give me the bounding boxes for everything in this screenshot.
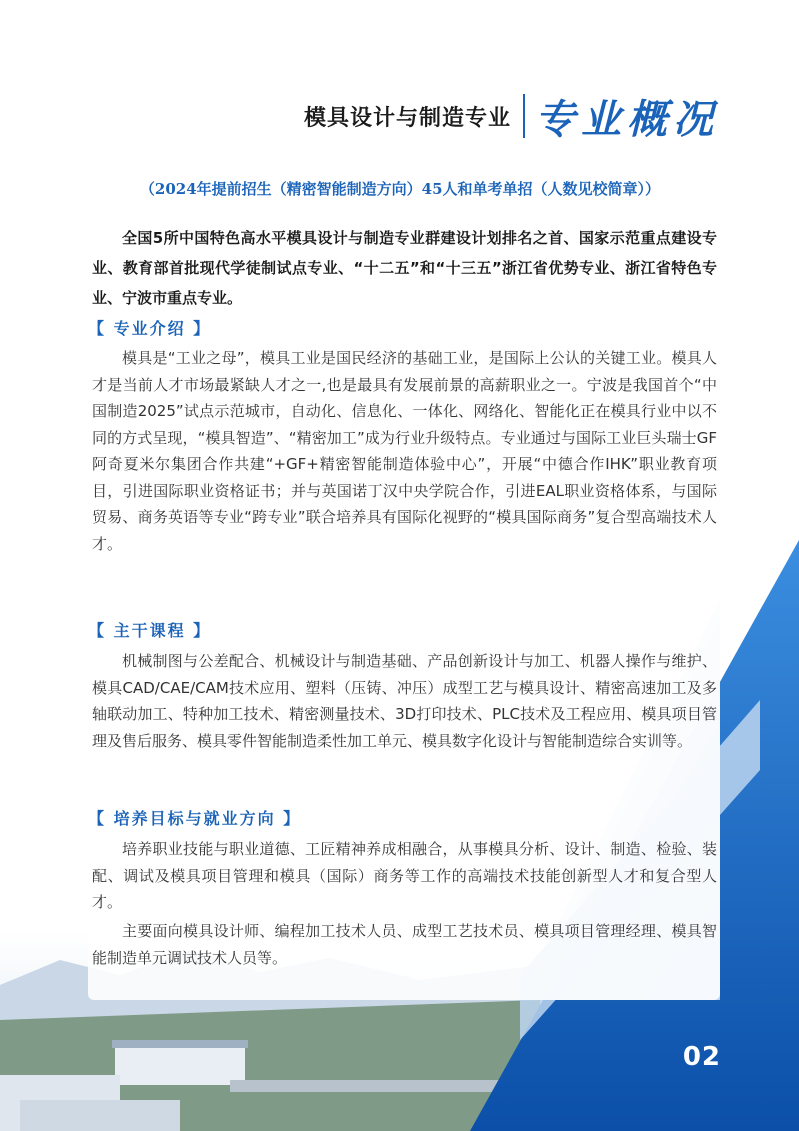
page-title: 专业概况 <box>535 95 719 143</box>
section-courses-paragraph: 机械制图与公差配合、机械设计与制造基础、产品创新设计与加工、机器人操作与维护、模具CAD/CAE/CAM技术应用、塑料（压铸、冲压）成型工艺与模具设计、精密高速加工及多轴联动加工、特种加工技术、精密测量技术、3D打印技术、PLC技术及工程应用、模具项目管理及售后服务、模具零件智能制造柔性加工单元、模具数字化设计与智能制造综合实训等。 <box>92 652 717 750</box>
header-divider <box>523 94 525 138</box>
section-goals-paragraph-2: 主要面向模具设计师、编程加工技术人员、成型工艺技术员、模具项目管理经理、模具智能制造单元调试技术人员等。 <box>92 922 717 967</box>
page-number: 02 <box>682 1042 721 1072</box>
section-heading-goals: 【 培养目标与就业方向 】 <box>88 809 302 828</box>
major-name: 模具设计与制造专业 <box>303 105 511 131</box>
page-header <box>304 86 719 146</box>
section-heading-intro: 【 专业介绍 】 <box>88 319 212 338</box>
enrollment-note: （2024年提前招生（精密智能制造方向）45人和单考单招（人数见校简章）） <box>139 180 661 198</box>
section-heading-courses: 【 主干课程 】 <box>88 621 212 640</box>
section-intro-paragraph: 模具是“工业之母”，模具工业是国民经济的基础工业，是国际上公认的关键工业。模具人才是当前人才市场最紧缺人才之一,也是最具有发展前景的高薪职业之一。宁波是我国首个“中国制造2025”试点示范城市，自动化、信息化、一体化、网络化、智能化正在模具行业中以不同的方式呈现，“模具智造”、“精密加工”成为行业升级特点。专业通过与国际工业巨头瑞士GF阿奇夏米尔集团合作共建“+GF+精密智能制造体验中心”，开展“中德合作IHK”职业教育项目，引进国际职业资格证书；并与英国诺丁汉中央学院合作，引进EAL职业资格体系，与国际贸易、商务英语等专业“跨专业”联合培养具有国际化视野的“模具国际商务”复合型高端技术人才。 <box>92 349 717 553</box>
major-honors-paragraph: 全国5所中国特色高水平模具设计与制造专业群建设计划排名之首、国家示范重点建设专业、教育部首批现代学徒制试点专业、“十二五”和“十三五”浙江省优势专业、浙江省特色专业、宁波市重点专业。 <box>92 229 717 307</box>
section-goals-paragraph-1: 培养职业技能与职业道德、工匠精神养成相融合，从事模具分析、设计、制造、检验、装配、调试及模具项目管理和模具（国际）商务等工作的高端技术技能创新型人才和复合型人才。 <box>92 840 717 911</box>
